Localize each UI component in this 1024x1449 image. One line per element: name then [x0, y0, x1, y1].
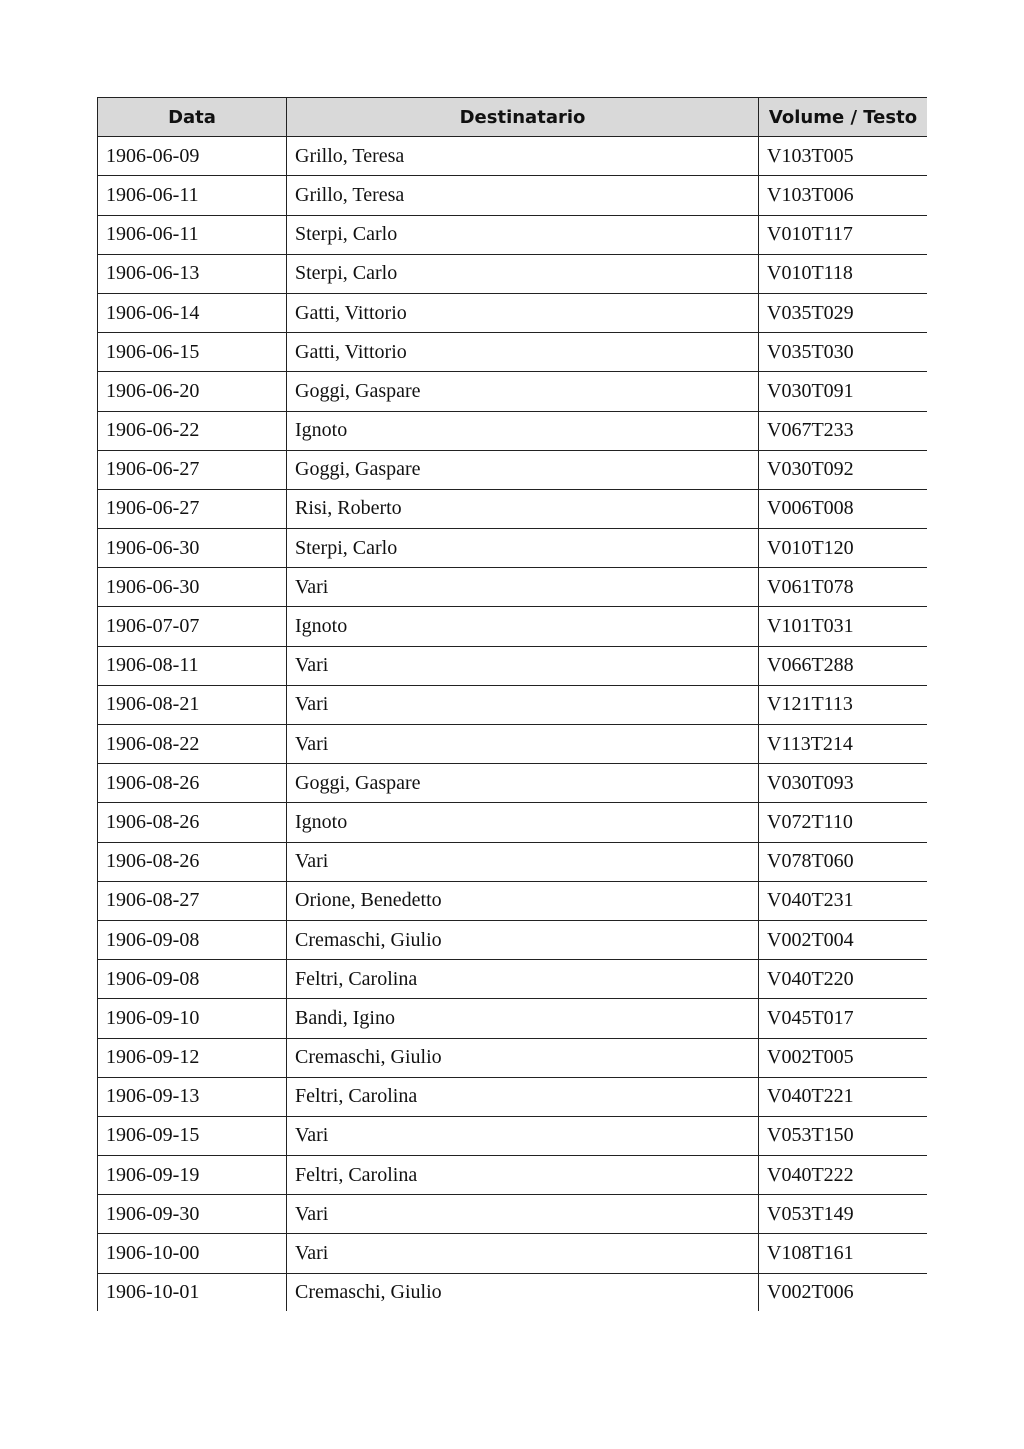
cell-date: 1906-06-15 [98, 333, 287, 372]
cell-date: 1906-06-22 [98, 411, 287, 450]
cell-recipient: Ignoto [287, 411, 759, 450]
cell-volume-text: V035T029 [759, 293, 928, 332]
table-row [98, 685, 928, 724]
table-row [98, 489, 928, 528]
cell-date: 1906-06-27 [98, 450, 287, 489]
cell-recipient: Feltri, Carolina [287, 1077, 759, 1116]
table-row [98, 411, 928, 450]
cell-date: 1906-06-11 [98, 176, 287, 215]
cell-volume-text: V030T091 [759, 372, 928, 411]
table-row [98, 920, 928, 959]
cell-recipient: Vari [287, 725, 759, 764]
column-header-recipient: Destinatario [287, 98, 759, 137]
cell-date: 1906-08-11 [98, 646, 287, 685]
cell-recipient: Grillo, Teresa [287, 137, 759, 176]
cell-recipient: Vari [287, 1234, 759, 1273]
table-row [98, 960, 928, 999]
cell-date: 1906-09-08 [98, 920, 287, 959]
table-row [98, 881, 928, 920]
cell-volume-text: V040T222 [759, 1156, 928, 1195]
cell-volume-text: V072T110 [759, 803, 928, 842]
table-row [98, 999, 928, 1038]
cell-volume-text: V035T030 [759, 333, 928, 372]
cell-volume-text: V030T093 [759, 764, 928, 803]
cell-date: 1906-06-11 [98, 215, 287, 254]
table-row [98, 1273, 928, 1311]
cell-recipient: Sterpi, Carlo [287, 215, 759, 254]
table-row [98, 293, 928, 332]
table-row [98, 1077, 928, 1116]
cell-volume-text: V002T006 [759, 1273, 928, 1311]
cell-date: 1906-06-20 [98, 372, 287, 411]
cell-volume-text: V040T220 [759, 960, 928, 999]
table-body [98, 137, 928, 1311]
cell-volume-text: V103T005 [759, 137, 928, 176]
cell-date: 1906-10-00 [98, 1234, 287, 1273]
cell-volume-text: V010T117 [759, 215, 928, 254]
table-row [98, 764, 928, 803]
table-row [98, 1195, 928, 1234]
table-row [98, 137, 928, 176]
cell-date: 1906-09-13 [98, 1077, 287, 1116]
letters-table [97, 97, 927, 1311]
table-row [98, 372, 928, 411]
cell-date: 1906-10-01 [98, 1273, 287, 1311]
cell-recipient: Cremaschi, Giulio [287, 920, 759, 959]
table-row [98, 725, 928, 764]
cell-volume-text: V121T113 [759, 685, 928, 724]
cell-recipient: Feltri, Carolina [287, 1156, 759, 1195]
cell-date: 1906-08-26 [98, 803, 287, 842]
letters-table-container [97, 97, 927, 1311]
cell-date: 1906-09-08 [98, 960, 287, 999]
cell-recipient: Goggi, Gaspare [287, 450, 759, 489]
cell-date: 1906-09-19 [98, 1156, 287, 1195]
cell-recipient: Ignoto [287, 803, 759, 842]
table-header-row [98, 98, 928, 137]
cell-volume-text: V002T004 [759, 920, 928, 959]
cell-volume-text: V010T118 [759, 254, 928, 293]
cell-recipient: Feltri, Carolina [287, 960, 759, 999]
cell-volume-text: V061T078 [759, 568, 928, 607]
cell-recipient: Goggi, Gaspare [287, 372, 759, 411]
cell-volume-text: V045T017 [759, 999, 928, 1038]
cell-date: 1906-09-12 [98, 1038, 287, 1077]
cell-volume-text: V040T231 [759, 881, 928, 920]
cell-recipient: Vari [287, 685, 759, 724]
cell-recipient: Bandi, Igino [287, 999, 759, 1038]
cell-recipient: Vari [287, 1195, 759, 1234]
cell-date: 1906-06-09 [98, 137, 287, 176]
cell-date: 1906-06-27 [98, 489, 287, 528]
cell-volume-text: V030T092 [759, 450, 928, 489]
table-row [98, 842, 928, 881]
cell-volume-text: V103T006 [759, 176, 928, 215]
cell-date: 1906-09-10 [98, 999, 287, 1038]
cell-recipient: Cremaschi, Giulio [287, 1038, 759, 1077]
cell-date: 1906-09-30 [98, 1195, 287, 1234]
table-row [98, 1234, 928, 1273]
cell-volume-text: V040T221 [759, 1077, 928, 1116]
cell-date: 1906-09-15 [98, 1116, 287, 1155]
cell-recipient: Goggi, Gaspare [287, 764, 759, 803]
cell-recipient: Gatti, Vittorio [287, 293, 759, 332]
column-header-date: Data [98, 98, 287, 137]
cell-date: 1906-08-26 [98, 842, 287, 881]
cell-recipient: Vari [287, 1116, 759, 1155]
table-row [98, 568, 928, 607]
table-row [98, 607, 928, 646]
cell-recipient: Cremaschi, Giulio [287, 1273, 759, 1311]
cell-date: 1906-06-30 [98, 529, 287, 568]
cell-recipient: Ignoto [287, 607, 759, 646]
cell-recipient: Grillo, Teresa [287, 176, 759, 215]
cell-date: 1906-08-22 [98, 725, 287, 764]
cell-recipient: Vari [287, 646, 759, 685]
cell-volume-text: V067T233 [759, 411, 928, 450]
cell-volume-text: V053T149 [759, 1195, 928, 1234]
cell-volume-text: V066T288 [759, 646, 928, 685]
cell-date: 1906-08-21 [98, 685, 287, 724]
cell-volume-text: V010T120 [759, 529, 928, 568]
cell-date: 1906-06-30 [98, 568, 287, 607]
cell-volume-text: V108T161 [759, 1234, 928, 1273]
table-row [98, 1038, 928, 1077]
table-row [98, 254, 928, 293]
table-row [98, 803, 928, 842]
cell-date: 1906-08-27 [98, 881, 287, 920]
table-row [98, 215, 928, 254]
cell-volume-text: V002T005 [759, 1038, 928, 1077]
cell-date: 1906-06-13 [98, 254, 287, 293]
table-row [98, 1156, 928, 1195]
cell-recipient: Orione, Benedetto [287, 881, 759, 920]
cell-volume-text: V113T214 [759, 725, 928, 764]
cell-recipient: Gatti, Vittorio [287, 333, 759, 372]
cell-date: 1906-06-14 [98, 293, 287, 332]
cell-volume-text: V101T031 [759, 607, 928, 646]
table-row [98, 176, 928, 215]
cell-date: 1906-08-26 [98, 764, 287, 803]
table-row [98, 646, 928, 685]
cell-volume-text: V053T150 [759, 1116, 928, 1155]
cell-recipient: Sterpi, Carlo [287, 529, 759, 568]
table-row [98, 529, 928, 568]
cell-recipient: Risi, Roberto [287, 489, 759, 528]
cell-volume-text: V078T060 [759, 842, 928, 881]
table-row [98, 333, 928, 372]
cell-recipient: Vari [287, 568, 759, 607]
table-row [98, 1116, 928, 1155]
cell-volume-text: V006T008 [759, 489, 928, 528]
cell-recipient: Vari [287, 842, 759, 881]
cell-date: 1906-07-07 [98, 607, 287, 646]
column-header-volume-text: Volume / Testo [759, 98, 928, 137]
cell-recipient: Sterpi, Carlo [287, 254, 759, 293]
table-row [98, 450, 928, 489]
